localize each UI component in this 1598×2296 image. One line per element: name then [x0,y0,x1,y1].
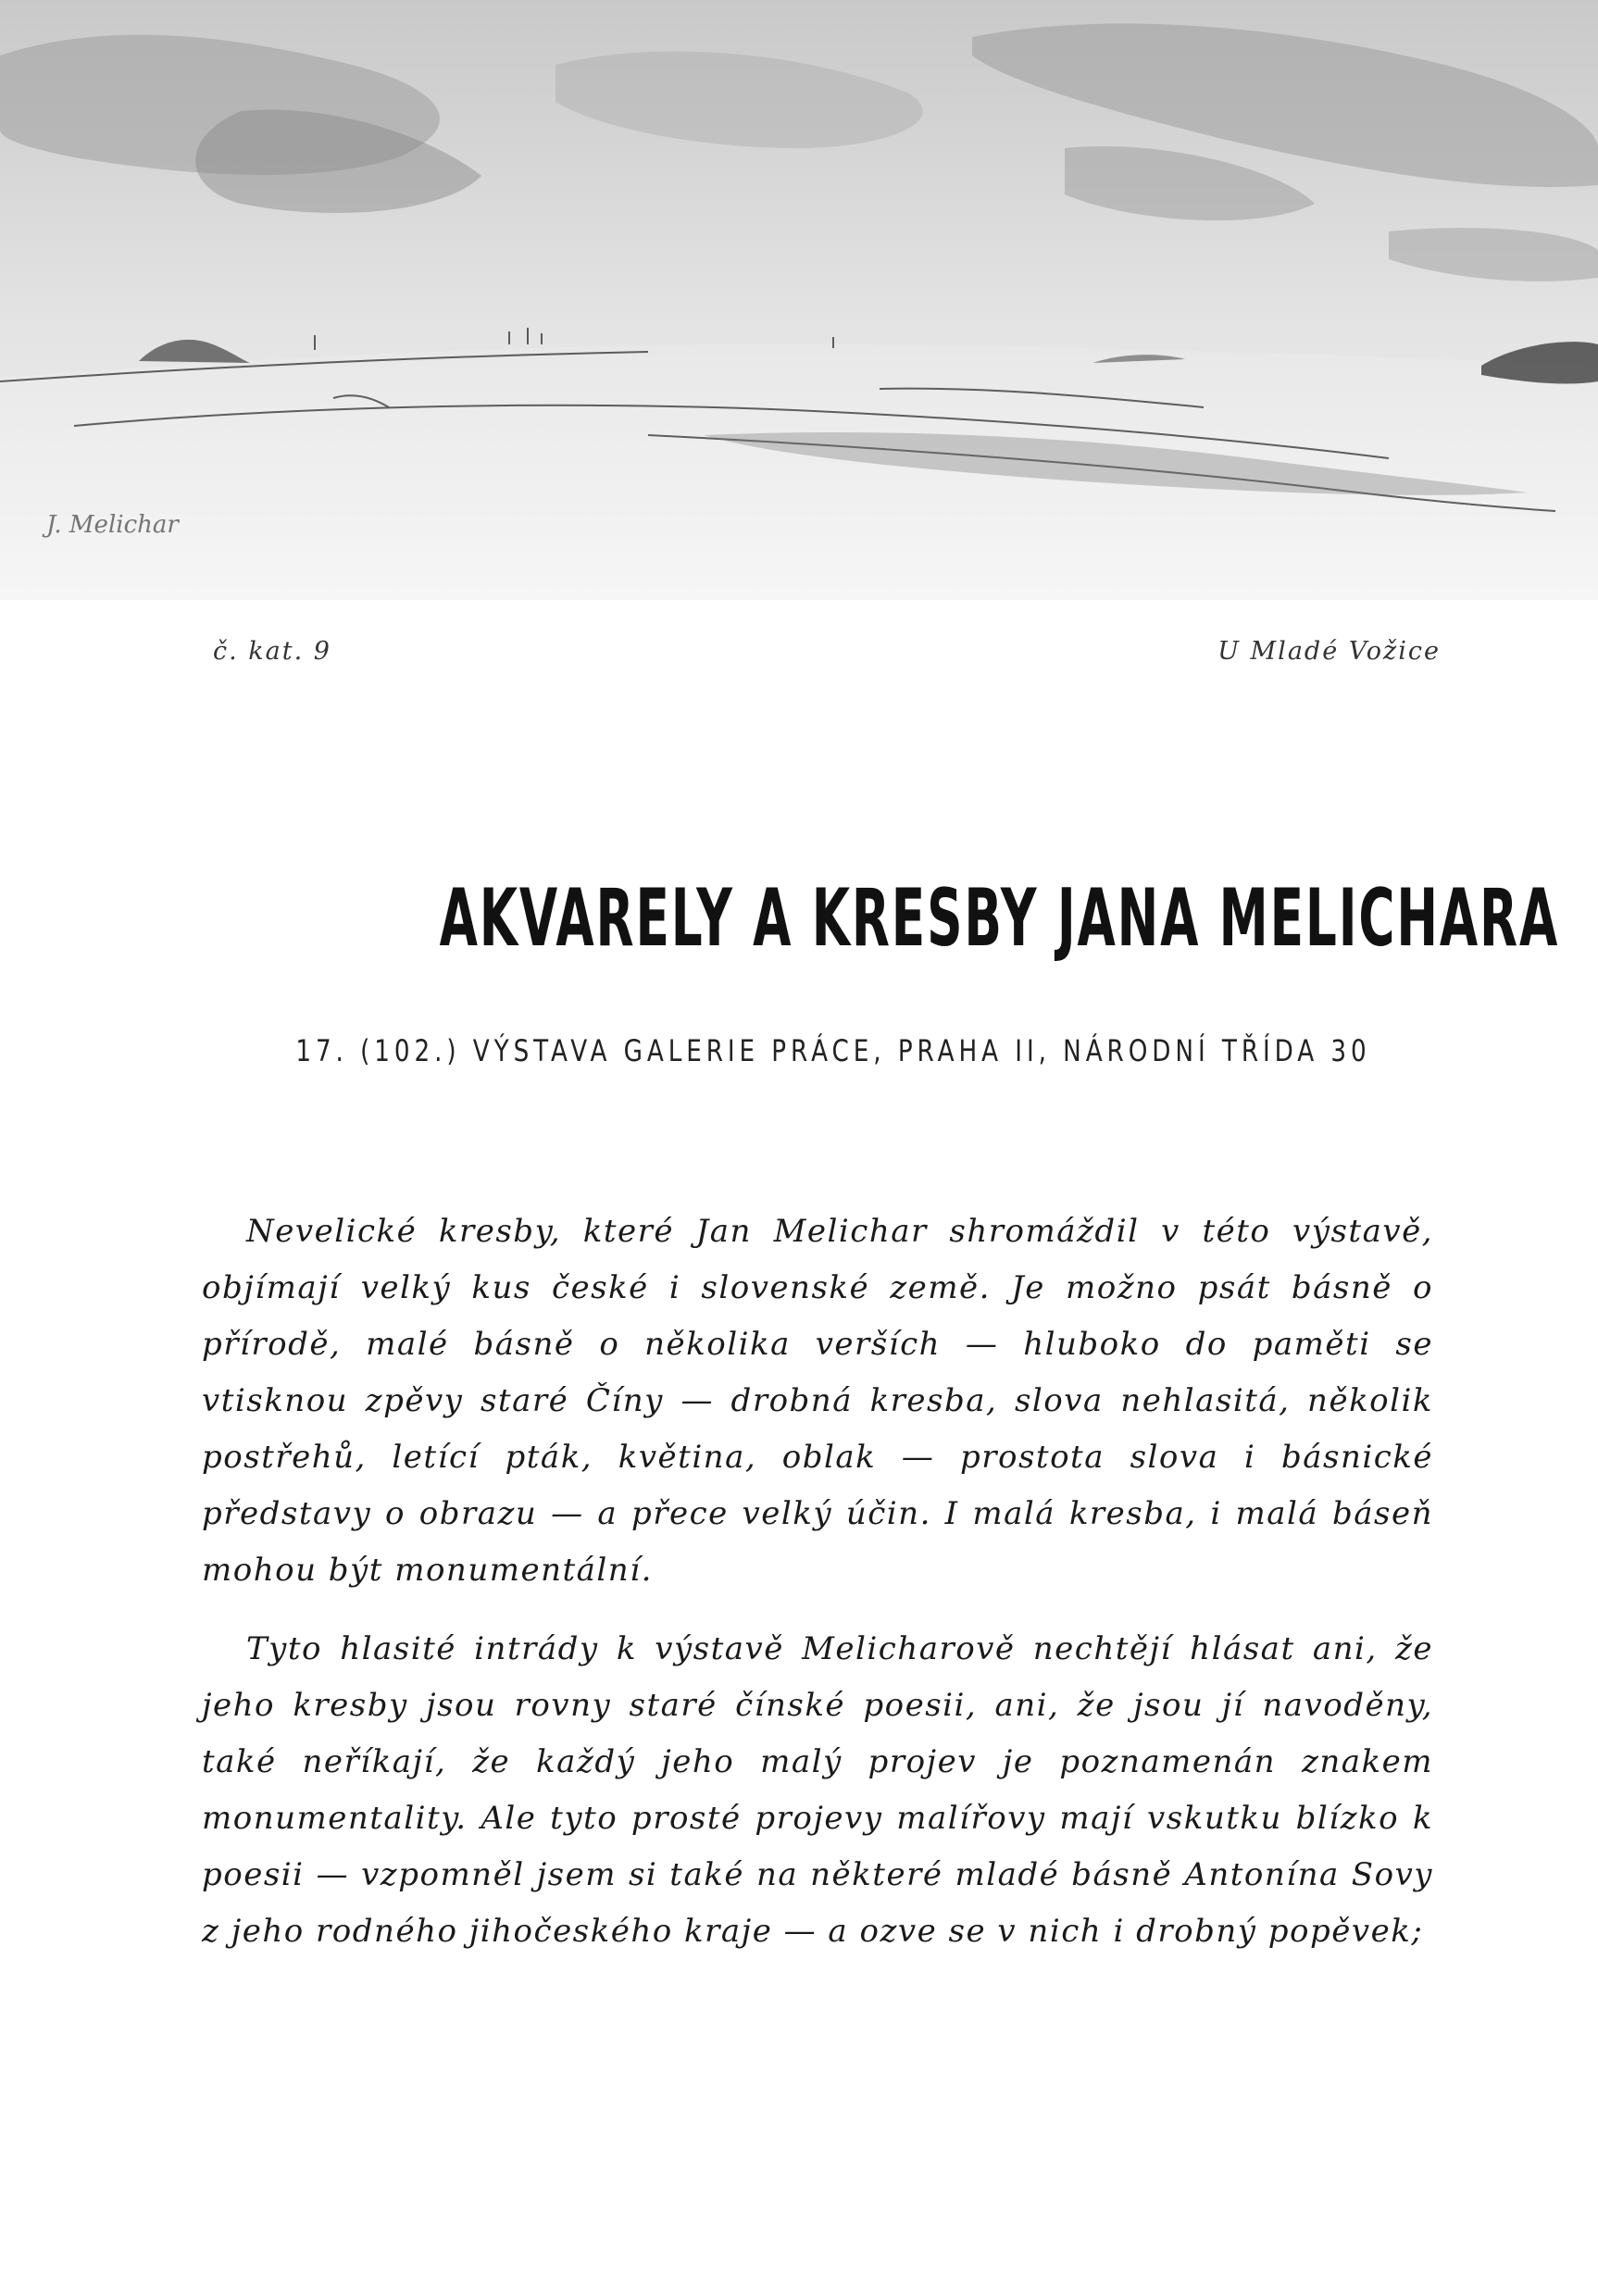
page-title: AKVARELY A KRESBY JANA MELICHARA [439,872,1560,965]
exhibition-subtitle: 17. (102.) VÝSTAVA GALERIE PRÁCE, PRAHA II, NÁRODNÍ TŘÍDA 30 [295,1033,1371,1068]
catalog-number-caption: č. kat. 9 [213,637,331,666]
body-paragraph-1: Nevelické kresby, které Jan Melichar shromáždil v této výstavě, objímají velký kus české i slovenské země. Je možno psát básně o přírodě, malé básně o několika verších — hluboko do paměti se vtisknou zpěvy staré Číny — drobná kresba, slova nehlasitá, několik postřehů, letící pták, květina, oblak — prostota slova i básnické představy o obrazu — a přece velký účin. I malá kresba, i malá báseň mohou být monumentální. [202,1213,1433,1589]
body-paragraph-2: Tyto hlasité intrády k výstavě Melicharově nechtějí hlásat ani, že jeho kresby jsou rovny staré čínské poesii, ani, že jsou jí navoděny, také neříkají, že každý jeho malý projev je poznamenán znakem monumentality. Ale tyto prosté projevy malířovy mají vskutku blízko k poesii — vzpomněl jsem si také na některé mladé básně Antonína Sovy z jeho rodného jihočeského kraje — a ozve se v nich i drobný popěvek; [202,1630,1433,1950]
article-body [202,1204,1433,1982]
landscape-illustration [0,0,1598,600]
illustration-location-caption: U Mladé Vožice [1217,637,1441,666]
signature-mark: J. Melichar [46,511,179,539]
